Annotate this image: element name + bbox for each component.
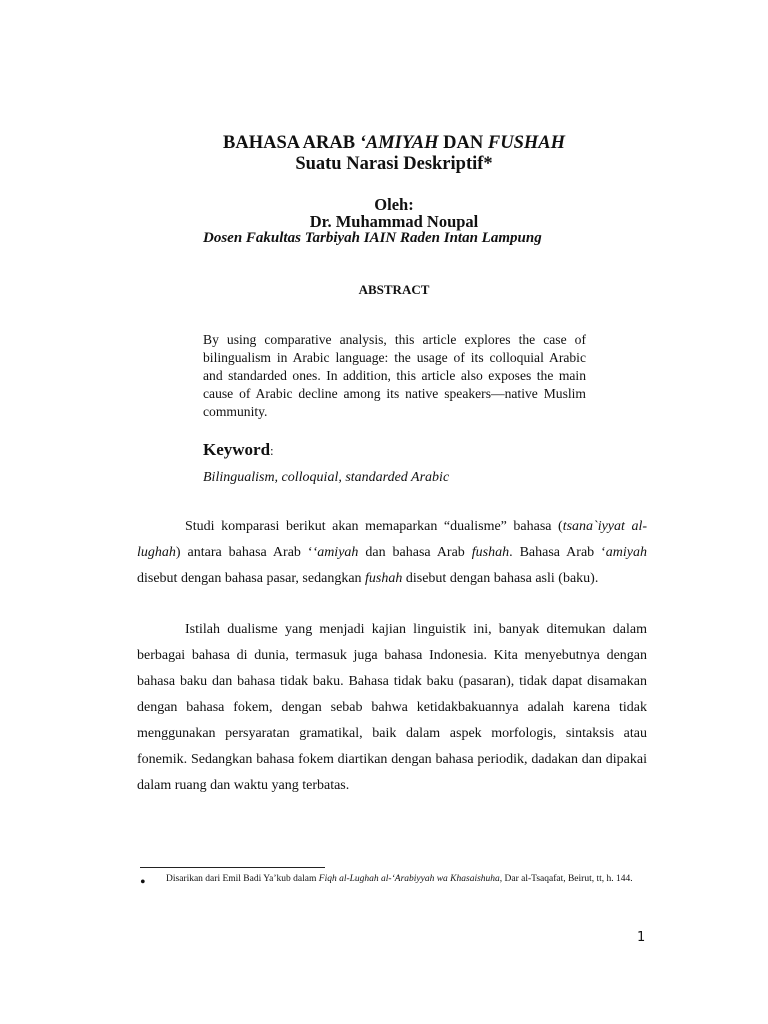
by-label: Oleh:	[374, 195, 414, 214]
abstract-body: By using comparative analysis, this article explores the case of bilingualism in Arabic language: the usage of its colloquial Arabic and standarded ones. In addition, this article also exposes the main cause of Arabic decline among its native speakers—native Muslim community.	[203, 332, 586, 419]
footnote-text: Disarikan dari Emil Badi Ya’kub dalam Fiqh al-Lughah al-‘Arabiyyah wa Khasaishuha, Dar al-Tsaqafat, Beirut, tt, h. 144.	[166, 874, 633, 884]
body-paragraph-2: Istilah dualisme yang menjadi kajian linguistik ini, banyak ditemukan dalam berbagai bahasa di dunia, termasuk juga bahasa Indonesia. Kita menyebutnya dengan bahasa baku dan bahasa tidak baku. Bahasa tidak baku (pasaran), tidak dapat disamakan dengan bahasa fokem, dengan sebab bahwa ketidakbakuannya adalah karena tidak menggunakan persyaratan gramatikal, baik dalam aspek morfologis, sintaksis atau fonemik. Sedangkan bahasa fokem diartikan dengan bahasa periodik, dadakan dan dipakai dalam ruang dan waktu yang terbatas.	[137, 622, 647, 793]
title-fushah: FUSHAH	[487, 133, 565, 153]
article-subtitle: Suatu Narasi Deskriptif*	[295, 154, 493, 174]
footnote-divider	[140, 867, 325, 868]
keyword-text: Bilingualism, colloquial, standarded Arabic	[203, 470, 450, 485]
title-amiyah: ‘AMIYAH	[359, 133, 439, 153]
body-paragraph-1: Studi komparasi berikut akan memaparkan “dualisme” bahasa (tsana`iyyat al-lughah) antara bahasa Arab ‘‘amiyah dan bahasa Arab fushah. Bahasa Arab ‘amiyah disebut dengan bahasa pasar, sedangkan fushah disebut dengan bahasa asli (baku).	[137, 519, 647, 586]
keyword-label: Keyword:	[203, 440, 274, 459]
abstract-heading: ABSTRACT	[358, 282, 430, 297]
author-name: Dr. Muhammad Noupal	[309, 212, 479, 231]
page-number: 1	[637, 930, 646, 945]
footnote-marker: •	[140, 874, 146, 891]
article-title: BAHASA ARAB ‘AMIYAH DAN FUSHAH	[223, 133, 565, 153]
author-affiliation: Dosen Fakultas Tarbiyah IAIN Raden Intan Lampung	[203, 230, 542, 246]
